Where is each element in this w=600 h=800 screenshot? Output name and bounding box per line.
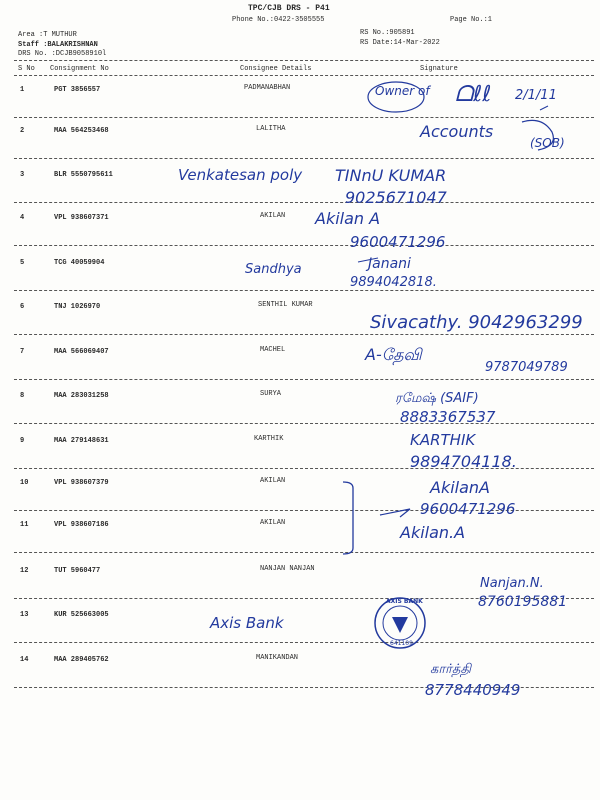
signature-r14-b: 8778440949 <box>425 681 521 699</box>
row-sno: 9 <box>20 437 25 445</box>
row-sno: 10 <box>20 479 29 487</box>
signature-r8-a: ரமேஷ் (SAIF) <box>395 391 479 406</box>
row-consignment-no: PGT 3856557 <box>54 86 101 94</box>
signature-r3-c: 9025671047 <box>345 188 447 207</box>
janani-underline <box>358 258 378 262</box>
row-consignee-name: MACHEL <box>260 346 286 354</box>
row-consignee-name: PADMANABHAN <box>244 84 291 92</box>
row-sno: 13 <box>20 611 29 619</box>
signature-r4-a: Akilan A <box>315 209 381 228</box>
signature-r7-a: A-தேவி <box>365 345 422 364</box>
row-sno: 11 <box>20 521 29 529</box>
accounts-bracket-mark <box>522 120 553 150</box>
signature-r3-b: TINnU KUMAR <box>335 166 447 185</box>
signature-r2-b: (SOB) <box>530 136 565 150</box>
signature-r9-b: 9894704118. <box>410 452 517 471</box>
row-consignment-no: MAA 279148631 <box>54 437 109 445</box>
r1-dash-mark <box>540 106 548 110</box>
signature-r6-a: Sivacathy. 9042963299 <box>370 312 583 333</box>
row-consignment-no: VPL 938607371 <box>54 214 109 222</box>
row-sno: 8 <box>20 392 25 400</box>
signature-r3-a: Venkatesan poly <box>178 166 303 184</box>
document-title: TPC/CJB DRS - P41 <box>248 4 330 13</box>
row-consignee-name: AKILAN <box>260 212 286 220</box>
signature-r4-b: 9600471296 <box>350 233 446 251</box>
area-label: Area :T MUTHUR <box>18 31 77 39</box>
stamp-text-bottom: 641109 <box>390 640 413 647</box>
stamp-logo <box>392 617 408 633</box>
row-sno: 14 <box>20 656 29 664</box>
drs-number: DRS No. :DCJB9058910l <box>18 50 107 58</box>
signature-r12-b: 8760195881 <box>478 594 568 610</box>
row-consignment-no: BLR 5550795611 <box>54 171 113 179</box>
row-consignee-name: NANJAN NANJAN <box>260 565 315 573</box>
row-sno: 1 <box>20 86 25 94</box>
row-sno: 3 <box>20 171 25 179</box>
signature-r1-b: 2/1/11 <box>515 88 557 103</box>
rs-number: RS No.:905891 <box>360 29 415 37</box>
col-header-sno: S No <box>18 65 35 73</box>
row-sno: 2 <box>20 127 25 135</box>
akilan-arrow-mark <box>380 509 410 517</box>
row-consignee-name: MANIKANDAN <box>256 654 299 662</box>
staff-label: Staff :BALAKRISHNAN <box>18 41 98 49</box>
row-sno: 4 <box>20 214 25 222</box>
page-number: Page No.:1 <box>450 16 493 24</box>
row-consignment-no: MAA 283031258 <box>54 392 109 400</box>
col-header-consignee: Consignee Details <box>240 65 312 73</box>
signature-r1-a: Owner of <box>375 84 430 98</box>
stamp-text-top: AXIS BANK <box>386 598 423 605</box>
row-consignment-no: MAA 564253468 <box>54 127 109 135</box>
signature-r9-a: KARTHIK <box>410 431 476 449</box>
row-consignment-no: TUT 5960477 <box>54 567 101 575</box>
row-consignee-name: SENTHIL KUMAR <box>258 301 313 309</box>
row-consignee-name: AKILAN <box>260 519 286 527</box>
signature-r7-b: 9787049789 <box>485 360 568 375</box>
row-consignee-name: AKILAN <box>260 477 286 485</box>
row-sno: 6 <box>20 303 25 311</box>
col-header-signature: Signature <box>420 65 458 73</box>
row-consignment-no: TCG 40059904 <box>54 259 105 267</box>
signature-r11-a: Akilan.A <box>400 523 466 542</box>
row-consignment-no: TNJ 1026970 <box>54 303 101 311</box>
row-consignee-name: SURYA <box>260 390 282 398</box>
signature-r10-a: AkilanA <box>430 478 490 497</box>
row-sno: 7 <box>20 348 25 356</box>
row-consignment-no: VPL 938607379 <box>54 479 109 487</box>
signature-r10-b: 9600471296 <box>420 500 516 518</box>
row-consignment-no: MAA 566069407 <box>54 348 109 356</box>
signature-r5-b: Janani <box>368 256 411 272</box>
signature-r13-a: Axis Bank <box>210 614 284 632</box>
rs-date: RS Date:14-Mar-2022 <box>360 39 440 47</box>
phone-number: Phone No.:0422-3505555 <box>232 16 325 24</box>
akilan-bracket-mark <box>343 482 353 554</box>
owner-circle-mark <box>368 82 424 112</box>
signature-r5-c: 9894042818. <box>350 275 437 290</box>
row-consignment-no: MAA 289405762 <box>54 656 109 664</box>
row-consignee-name: LALITHA <box>256 125 286 133</box>
row-consignment-no: VPL 938607186 <box>54 521 109 529</box>
signature-r14-a: கார்த்தி <box>430 662 472 677</box>
col-header-consignment: Consignment No <box>50 65 109 73</box>
signature-r12-a: Nanjan.N. <box>480 576 544 591</box>
signature-r5-a: Sandhya <box>245 262 302 277</box>
row-consignment-no: KUR 525663005 <box>54 611 109 619</box>
row-consignee-name: KARTHIK <box>254 435 284 443</box>
row-sno: 5 <box>20 259 25 267</box>
signature-r8-b: 8883367537 <box>400 408 496 426</box>
signature-r1-scribble: ᗝℓℓ <box>455 82 492 107</box>
row-sno: 12 <box>20 567 29 575</box>
signature-r2-a: Accounts <box>420 122 494 141</box>
